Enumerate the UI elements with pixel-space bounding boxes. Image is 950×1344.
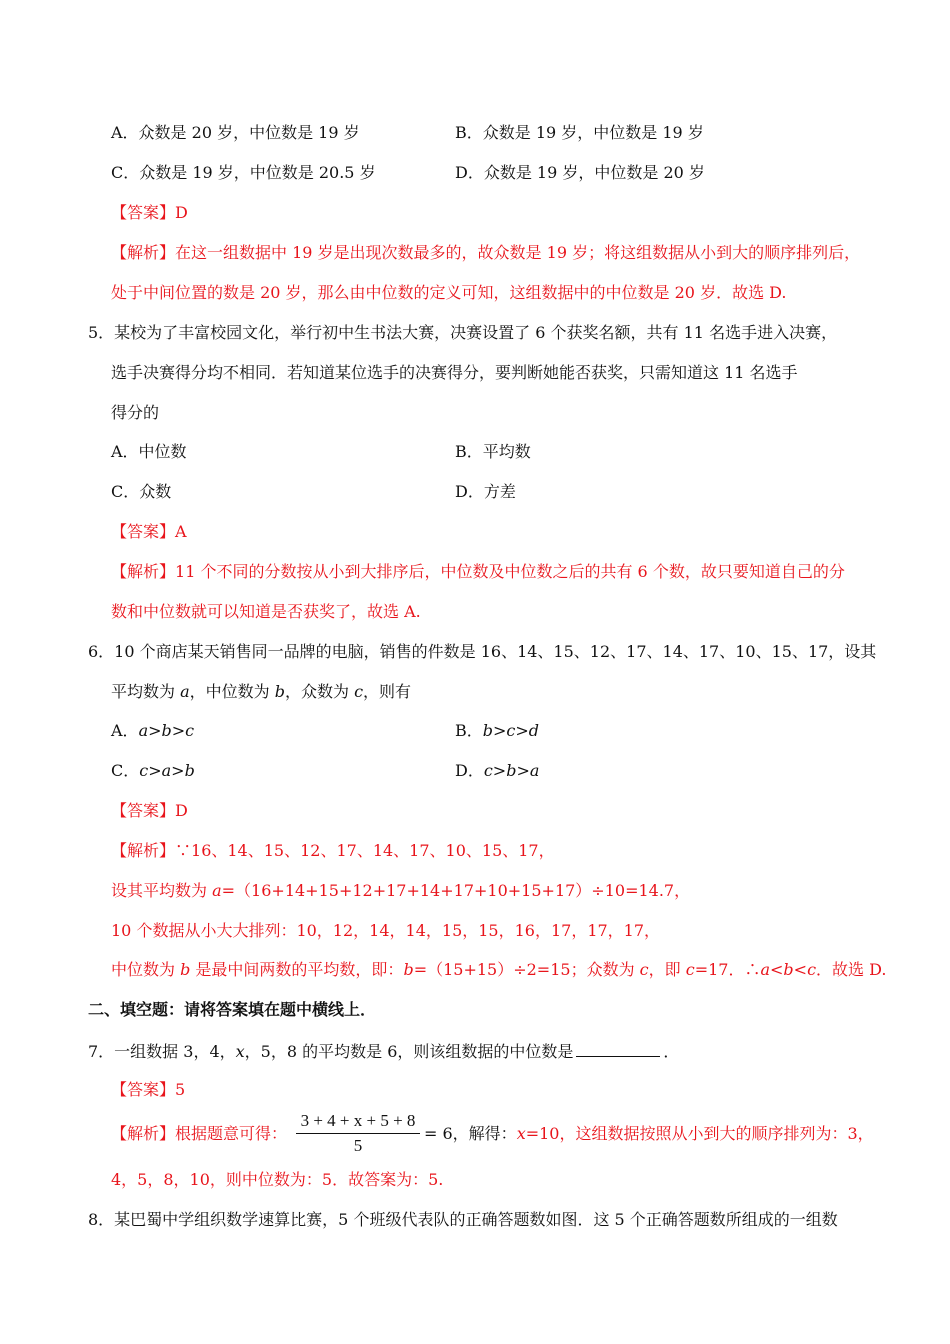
fraction-denominator: 5 [353,1136,363,1155]
section-heading: 二、填空题：请将答案填在题中横线上． [88,1000,377,1019]
explanation-text: 11 个不同的分数按从小到大排序后，中位数及中位数之后的共有 6 个数，故只要知道自己的分 [175,562,845,581]
q5-option-d: D．方差 [455,482,516,501]
text: ，则有 [363,682,412,701]
text: =17．∴ [694,960,761,979]
q6-explanation-line-1 [111,841,555,861]
variable-b: b [403,960,414,979]
option-label: A． [111,721,139,740]
q6-option-b [455,721,539,741]
text: ，即 [648,960,686,979]
text: =10，这组数据按照从小到大的顺序排列为：3， [525,1124,874,1143]
q4-explanation-line-2: 处于中间位置的数是 20 岁，那么由中位数的定义可知，这组数据中的中位数是 20 岁．故选 D. [111,283,787,302]
q6-answer: 【答案】D [111,801,188,820]
q5-stem-line-3: 得分的 [111,403,160,422]
variable-c: c [354,682,364,701]
q6-explanation-line-4 [111,960,886,980]
q5-option-c: C．众数 [111,482,172,501]
q4-explanation-line-1 [111,243,860,263]
fraction-expression [296,1111,420,1156]
variable-a: a [212,881,222,900]
text: ，众数为 [284,682,355,701]
q6-option-d [455,761,539,781]
variable-b: b [180,960,191,979]
text: 中位数为 [111,960,181,979]
text: =（15+15）÷2=15；众数为 [413,960,640,979]
q5-option-a: A．中位数 [111,442,187,461]
variable-c: c [639,960,649,979]
q4-option-c: C．众数是 19 岁，中位数是 20.5 岁 [111,163,376,182]
q6-explanation-line-2 [111,881,690,901]
explanation-tag: 【解析】 [111,841,176,860]
q8-stem-line-1: 8．某巴蜀中学组织数学速算比赛，5 个班级代表队的正确答题数如图．这 5 个正确答题数所组成的一组数 [88,1210,838,1229]
q6-explanation-line-3: 10 个数据从小大大排列：10，12，14，14，15，15，16，17，17，17， [111,921,661,940]
relation-expression: a<b<c [760,960,817,979]
variable-a: a [180,682,190,701]
option-label: C． [111,761,140,780]
option-expression: c>b>a [483,761,540,780]
option-label: D． [455,761,484,780]
q4-answer: 【答案】D [111,203,188,222]
option-expression: b>c>d [482,721,540,740]
text: ．故选 D. [816,960,887,979]
q6-option-a [111,721,194,741]
q7-stem [88,1040,679,1062]
q5-stem-line-1: 5．某校为了丰富校园文化，举行初中生书法大赛，决赛设置了 6 个获奖名额，共有 11 名选手进入决赛， [88,323,838,342]
q4-option-d: D．众数是 19 岁，中位数是 20 岁 [455,163,705,182]
q6-stem-line-2 [111,682,411,702]
option-label: B． [455,721,483,740]
q5-stem-line-2: 选手决赛得分均不相同．若知道某位选手的决赛得分，要判断她能否获奖，只需知道这 11 名选手 [111,363,798,382]
q5-option-b: B．平均数 [455,442,531,461]
text: 根据题意可得： [175,1124,288,1143]
text: 7．一组数据 3，4， [88,1042,236,1061]
explanation-text: ∵16、14、15、12、17、14、17、10、15、17， [175,841,555,860]
text: 设其平均数为 [111,881,213,900]
text: ，5，8 的平均数是 6，则该组数据的中位数是 [244,1042,574,1061]
q7-explanation-line-1 [111,1124,287,1144]
explanation-tag: 【解析】 [111,562,176,581]
explanation-text: 在这一组数据中 19 岁是出现次数最多的，故众数是 19 岁；将这组数据从小到大的顺序排列后， [175,243,861,262]
q5-explanation-line-1 [111,562,845,582]
fraction-numerator: 3 + 4 + x + 5 + 8 [300,1111,416,1130]
explanation-tag: 【解析】 [111,1124,176,1143]
explanation-tag: 【解析】 [111,243,176,262]
q5-explanation-line-2: 数和中位数就可以知道是否获奖了，故选 A. [111,602,421,621]
variable-x: x [516,1124,526,1143]
variable-b: b [274,682,285,701]
q7-explanation-line-1-cont [424,1124,874,1144]
q7-answer: 【答案】5 [111,1080,186,1099]
variable-c: c [685,960,695,979]
variable-x: x [235,1042,245,1061]
text: 是最中间两数的平均数，即： [190,960,404,979]
q6-option-c [111,761,195,781]
q6-stem-line-1: 6．10 个商店某天销售同一品牌的电脑，销售的件数是 16、14、15、12、17、14、17、10、15、17，设其 [88,642,877,661]
q4-option-a: A．众数是 20 岁，中位数是 19 岁 [111,123,360,142]
q7-explanation-line-2: 4，5，8，10，则中位数为：5．故答案为：5. [111,1170,444,1189]
text: = 6，解得： [424,1124,517,1143]
text: 平均数为 [111,682,181,701]
fraction-bar [296,1133,420,1134]
q5-answer: 【答案】A [111,522,187,541]
option-expression: a>b>c [138,721,195,740]
option-expression: c>a>b [139,761,195,780]
text: ． [663,1042,680,1061]
answer-blank [576,1040,660,1057]
q4-option-b: B．众数是 19 岁，中位数是 19 岁 [455,123,704,142]
text: ，中位数为 [189,682,275,701]
text: =（16+14+15+12+17+14+17+10+15+17）÷10=14.7， [221,881,691,900]
